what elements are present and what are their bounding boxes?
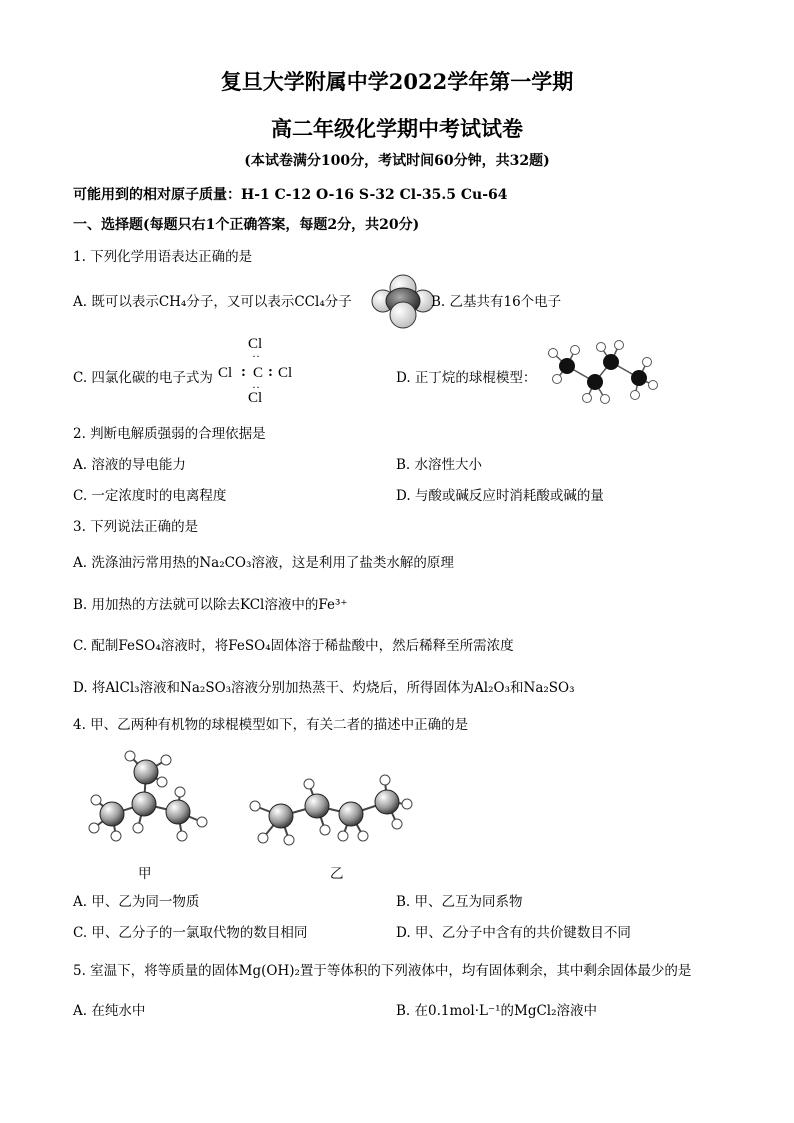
q2-option-a: A. 溶液的导电能力 bbox=[73, 457, 186, 473]
c-center: C bbox=[253, 365, 264, 381]
cl-top: Cl bbox=[248, 336, 263, 352]
q3-option-a: A. 洗涤油污常用热的Na₂CO₃溶液，这是利用了盐类水解的原理 bbox=[73, 555, 454, 571]
section-heading: 一、选择题(每题只右1个正确答案，每题2分，共20分) bbox=[73, 217, 420, 233]
question-3-stem: 3. 下列说法正确的是 bbox=[73, 519, 199, 535]
molecule-jia-ball-stick-icon bbox=[82, 748, 222, 843]
q1-option-c: C. 四氯化碳的电子式为 bbox=[73, 370, 213, 386]
exam-subtitle: 高二年级化学期中考试试卷 bbox=[271, 116, 523, 141]
question-5-stem: 5. 室温下，将等质量的固体Mg(OH)₂置于等体积的下列液体中，均有固体剩余，其中剩余固体最少的是 bbox=[73, 963, 692, 979]
space-filling-model-icon bbox=[373, 274, 433, 330]
q2-option-c: C. 一定浓度时的电离程度 bbox=[73, 488, 227, 504]
question-4-stem: 4. 甲、乙两种有机物的球棍模型如下，有关二者的描述中正确的是 bbox=[73, 717, 469, 733]
cl-left: Cl bbox=[218, 365, 233, 381]
question-2-stem: 2. 判断电解质强弱的合理依据是 bbox=[73, 426, 266, 442]
q4-option-c: C. 甲、乙分子的一氯取代物的数目相同 bbox=[73, 925, 308, 941]
label-yi: 乙 bbox=[330, 866, 344, 882]
question-1-stem: 1. 下列化学用语表达正确的是 bbox=[73, 249, 253, 265]
cl-right: Cl bbox=[278, 365, 293, 381]
q3-option-b: B. 用加热的方法就可以除去KCl溶液中的Fe³⁺ bbox=[73, 597, 348, 613]
q4-option-b: B. 甲、乙互为同系物 bbox=[396, 894, 523, 910]
butane-ball-stick-model-icon bbox=[545, 333, 665, 409]
cl-bottom: Cl bbox=[248, 390, 263, 406]
q1-option-a: A. 既可以表示CH₄分子，又可以表示CCl₄分子 bbox=[73, 294, 352, 310]
q5-option-a: A. 在纯水中 bbox=[73, 1003, 146, 1019]
q3-option-d: D. 将AlCl₃溶液和Na₂SO₃溶液分别加热蒸干、灼烧后，所得固体为Al₂O₃和Na₂SO₃ bbox=[73, 680, 575, 696]
q4-option-a: A. 甲、乙为同一物质 bbox=[73, 894, 200, 910]
q3-option-c: C. 配制FeSO₄溶液时，将FeSO₄固体溶于稀盐酸中，然后稀释至所需浓度 bbox=[73, 638, 514, 654]
q4-option-d: D. 甲、乙分子中含有的共价键数目不同 bbox=[396, 925, 631, 941]
q2-option-b: B. 水溶性大小 bbox=[396, 457, 483, 473]
atomic-masses: 可能用到的相对原子质量：H-1 C-12 O-16 S-32 Cl-35.5 Cu-64 bbox=[73, 187, 508, 203]
dots-bottom: ·· bbox=[252, 380, 260, 394]
dots-top: ·· bbox=[252, 349, 260, 363]
exam-title: 复旦大学附属中学2022学年第一学期 bbox=[220, 69, 574, 94]
molecule-yi-ball-stick-icon bbox=[245, 772, 420, 852]
q5-option-b: B. 在0.1mol·L⁻¹的MgCl₂溶液中 bbox=[396, 1003, 598, 1019]
q1-option-b: B. 乙基共有16个电子 bbox=[431, 294, 562, 310]
exam-note: (本试卷满分100分，考试时间60分钟，共32题) bbox=[244, 153, 550, 169]
q2-option-d: D. 与酸或碱反应时消耗酸或碱的量 bbox=[396, 488, 604, 504]
colon-right: : bbox=[268, 364, 273, 380]
label-jia: 甲 bbox=[138, 866, 152, 882]
ccl4-electron-formula bbox=[218, 336, 300, 408]
q1-option-d: D. 正丁烷的球棍模型： bbox=[396, 370, 537, 386]
colon-left: : bbox=[241, 364, 246, 380]
